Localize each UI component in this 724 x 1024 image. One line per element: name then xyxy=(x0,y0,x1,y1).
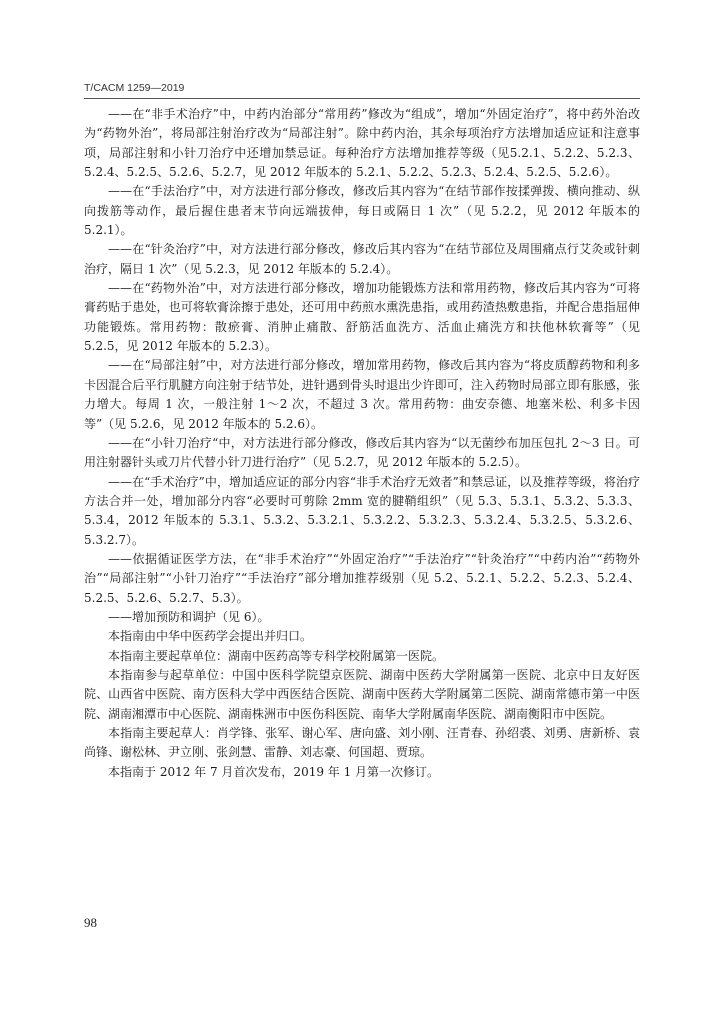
header-rule xyxy=(84,98,640,99)
paragraph-non-surgical-treatment: ——在“非手术治疗”中，中药内治部分“常用药”修改为“组成”，增加“外固定治疗”，将中药外治改为“药物外治”，将局部注射治疗改为“局部注射”。除中药内治，其余每项治疗方法增加适应证和注意事项，局部注射和小针刀治疗中还增加禁忌证。每种治疗方法增加推荐等级（见5.2.1、5.2.2、5.2.3、5.2.4、5.2.5、5.2.6、5.2.7，见 2012 年版本的 5.2.1、5.2.2、5.2.3、5.2.4、5.2.5、5.2.6）。 xyxy=(84,107,640,180)
paragraph-acupuncture-treatment: ——在“针灸治疗”中，对方法进行部分修改，修改后其内容为“在结节部位及周围痛点行艾灸或针刺治疗，隔日 1 次”（见 5.2.3，见 2012 年版本的 5.2.4）。 xyxy=(84,242,640,276)
body-text xyxy=(84,105,640,782)
paragraph-surgical-treatment: ——在“手术治疗”中，增加适应证的部分内容“非手术治疗无效者”和禁忌证，以及推荐等级，将治疗方法合并一处，增加部分内容“必要时可剪除 2mm 宽的腱鞘组织”（见 5.3、5.3.1、5.3.2、5.3.3、5.3.4，2012 年版本的 5.3.1、5.3.2、5.3.2.1、5.3.2.2、5.3.2.3、5.3.2.4、5.3.2.5、5.3.2.6、5.3.2.7）。 xyxy=(84,474,640,547)
document-code: T/CACM 1259—2019 xyxy=(84,82,185,94)
page-number: 98 xyxy=(84,915,97,930)
paragraph-external-medicine: ——在“药物外治”中，对方法进行部分修改，增加功能锻炼方法和常用药物，修改后其内容为“可将膏药贴于患处，也可将软膏涂擦于患处，还可用中药煎水熏洗患指，或用药渣热敷患指，并配合患指屈伸功能锻炼。常用药物：散瘀膏、消肿止痛散、舒筋活血洗方、活血止痛洗方和扶他林软膏等”（见 5.2.5，见 2012 年版本的 5.2.3）。 xyxy=(84,281,640,354)
paragraph-local-injection: ——在“局部注射”中，对方法进行部分修改，增加常用药物，修改后其内容为“将皮质醇药物和利多卡因混合后平行肌腱方向注射于结节处，进针遇到骨头时退出少许即可，注入药物时局部立即有胀感，张力增大。每周 1 次，一般注射 1～2 次，不超过 3 次。常用药物：曲安奈德、地塞米松、利多卡因等”（见 5.2.6，见 2012 年版本的 5.2.6）。 xyxy=(84,358,640,431)
paragraph-small-needle-knife: ——在“小针刀治疗“中，对方法进行部分修改，修改后其内容为“以无菌纱布加压包扎 2～3 日。可用注射器针头或刀片代替小针刀进行治疗”（见 5.2.7，见 2012 年版本的 5.2.5）。 xyxy=(84,435,640,470)
paragraph-participating-units: 本指南参与起草单位：中国中医科学院望京医院、湖南中医药大学附属第一医院、北京中日友好医院、山西省中医院、南方医科大学中西医结合医院、湖南中医药大学附属第二医院、湖南常德市第一中医院、湖南湘潭市中心医院、湖南株洲市中医伤科医院、南华大学附属南华医院、湖南衡阳市中医院。 xyxy=(84,667,640,721)
paragraph-prevention: ——增加预防和调护（见 6）。 xyxy=(108,609,270,624)
paragraph-publication-history: 本指南于 2012 年 7 月首次发布，2019 年 1 月第一次修订。 xyxy=(108,764,440,779)
paragraph-evidence-based: ——依据循证医学方法，在“非手术治疗”“外固定治疗”“手法治疗”“针灸治疗”“中药内治”“药物外治”“局部注射”“小针刀治疗”“手法治疗”部分增加推荐级别（见 5.2、5.2.1、5.2.2、5.2.3、5.2.4、5.2.5、5.2.6、5.2.7、5.3）。 xyxy=(84,551,640,605)
paragraph-main-drafting-unit: 本指南主要起草单位：湖南中医药高等专科学校附属第一医院。 xyxy=(108,648,445,663)
paragraph-manipulation-treatment: ——在“手法治疗”中，对方法进行部分修改，修改后其内容为“在结节部作按揉弹拨、横向推动、纵向拨筋等动作，最后握住患者末节向远端拔伸，每日或隔日 1 次”（见 5.2.2，见 2012 年版本的 5.2.1）。 xyxy=(84,184,640,238)
paragraph-proposer: 本指南由中华中医药学会提出并归口。 xyxy=(108,629,313,644)
paragraph-main-drafters: 本指南主要起草人：肖学锋、张军、谢心军、唐向盛、刘小刚、汪青春、孙绍裘、刘勇、唐新桥、袁尚锋、谢松林、尹立刚、张剑慧、雷静、刘志豪、何国超、贾琼。 xyxy=(84,726,640,760)
